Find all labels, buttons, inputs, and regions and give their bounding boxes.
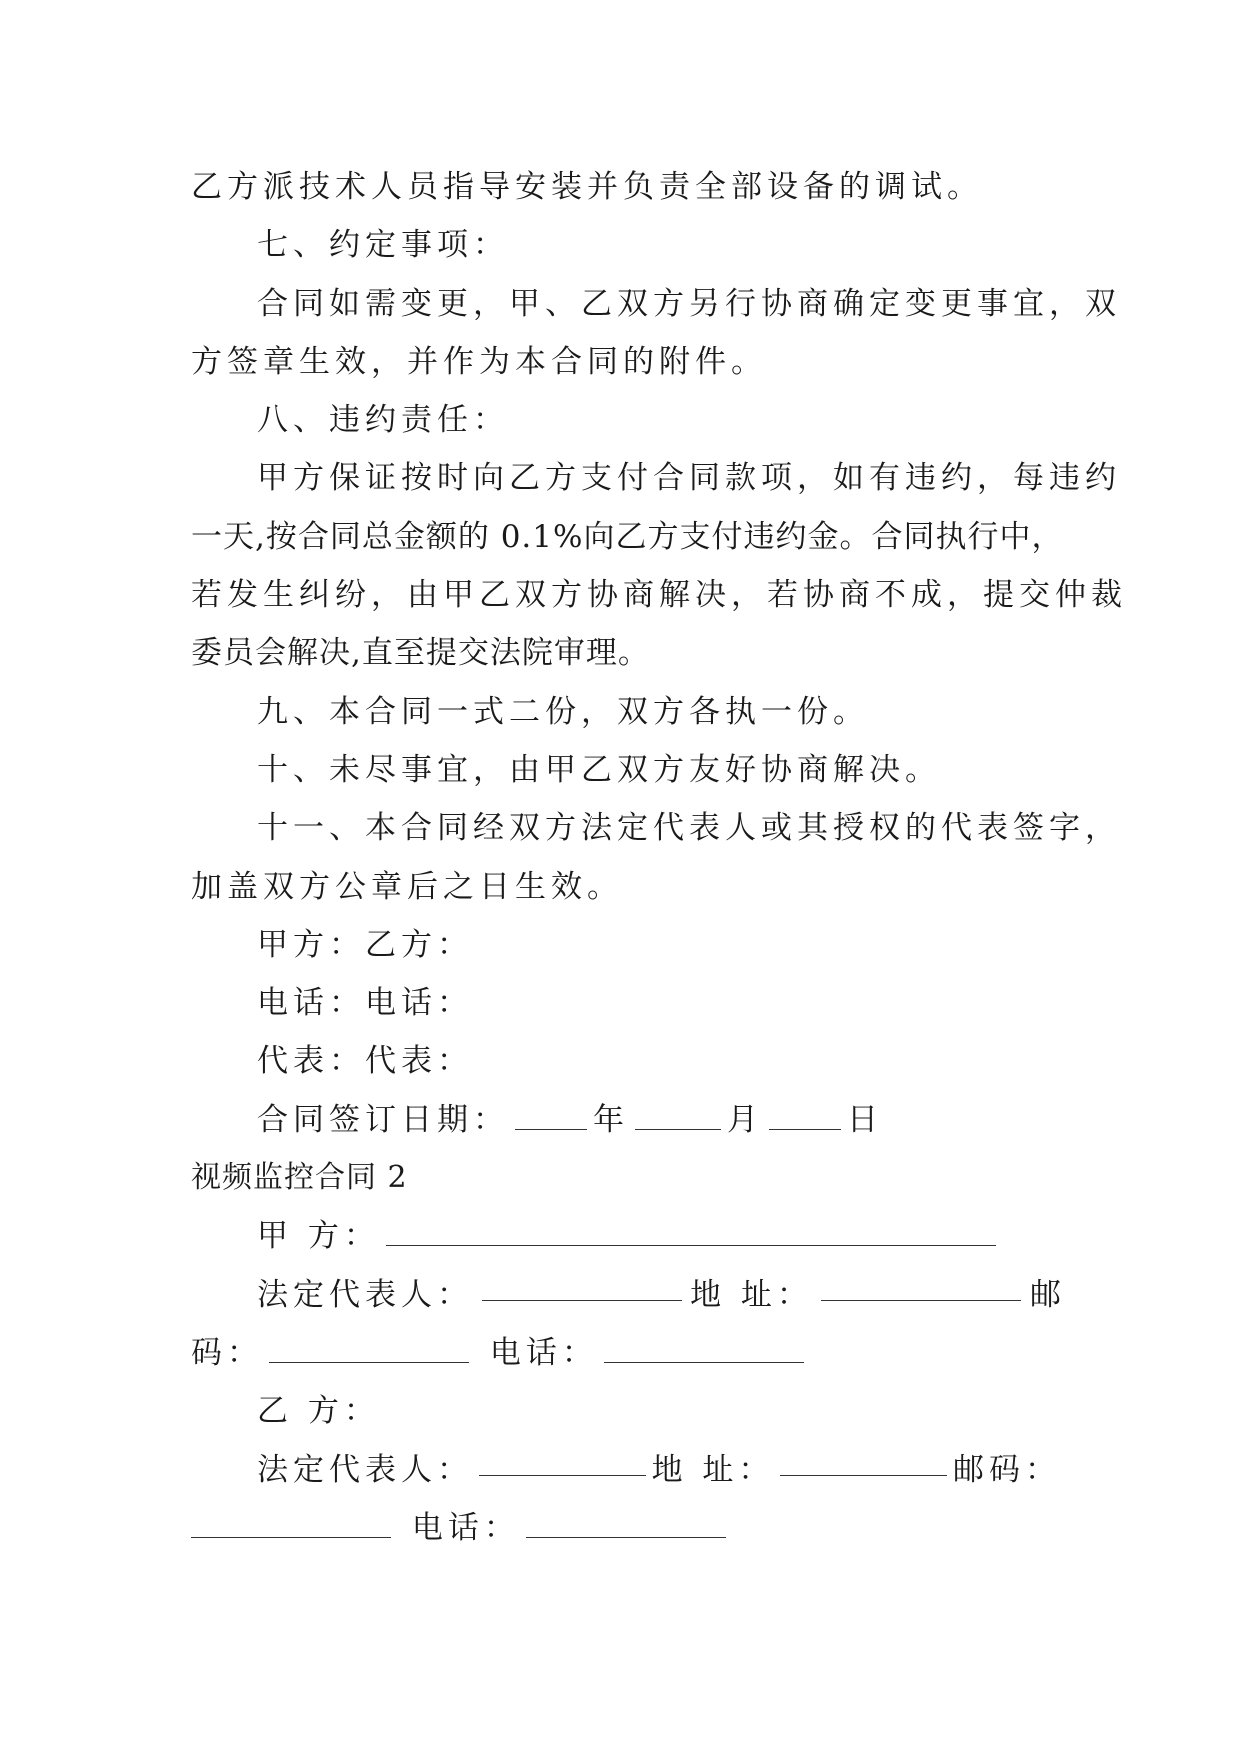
signature-representatives: 代表：代表： (257, 1043, 473, 1080)
day-blank[interactable] (769, 1095, 841, 1130)
contract2-title: 视频监控合同 2 (191, 1160, 408, 1196)
address-blank[interactable] (821, 1266, 1021, 1301)
legal-rep-blank[interactable] (482, 1266, 682, 1301)
text-line: 加盖双方公章后之日生效。 (191, 868, 623, 905)
text-line: 若发生纠纷，由甲乙双方协商解决，若协商不成，提交仲裁 (191, 577, 1127, 614)
postcode-label-b: 邮码： (952, 1451, 1061, 1488)
text-line: 委员会解决,直至提交法院审理。 (191, 635, 650, 672)
section-heading: 八、违约责任： (257, 402, 509, 439)
postcode-label-part2: 码： (191, 1334, 263, 1371)
text-line: 乙方派技术人员指导安装并负责全部设备的调试。 (191, 169, 983, 205)
address-label-b: 地 址： (651, 1451, 775, 1488)
year-blank[interactable] (515, 1095, 587, 1130)
postcode-blank-b[interactable] (191, 1503, 391, 1538)
legal-rep-label-b: 法定代表人： (257, 1451, 473, 1488)
signature-phones: 电话：电话： (257, 985, 473, 1022)
text-line: 一天,按合同总金额的 0.1%向乙方支付违约金。合同执行中， (191, 518, 1064, 555)
party-a-label: 甲 方： (257, 1218, 380, 1255)
sign-date-line (191, 1091, 1061, 1149)
phone-label-b: 电话： (411, 1509, 520, 1546)
legal-rep-label: 法定代表人： (257, 1276, 473, 1313)
phone-blank[interactable] (604, 1328, 804, 1363)
party-b-label: 乙 方： (257, 1393, 380, 1430)
text-line: 合同如需变更，甲、乙双方另行协商确定变更事宜，双 (257, 285, 1121, 322)
party-b-rep-line (191, 1441, 1061, 1499)
day-label: 日 (847, 1101, 883, 1138)
party-b-line (191, 1382, 1061, 1440)
document-page (191, 158, 1127, 1557)
text-line: 方签章生效，并作为本合同的附件。 (191, 343, 767, 380)
text-line: 九、本合同一式二份，双方各执一份。 (257, 693, 869, 730)
section-heading: 七、约定事项： (257, 227, 509, 264)
month-label: 月 (727, 1101, 763, 1138)
year-label: 年 (593, 1101, 629, 1138)
party-a-blank[interactable] (386, 1211, 996, 1246)
text-line: 十一、本合同经双方法定代表人或其授权的代表签字， (257, 810, 1121, 847)
legal-rep-blank-b[interactable] (479, 1441, 646, 1476)
sign-date-label: 合同签订日期： (257, 1101, 509, 1138)
party-a-line (191, 1207, 1061, 1265)
text-line: 甲方保证按时向乙方支付合同款项，如有违约，每违约 (257, 460, 1121, 497)
postcode-label-part1: 邮 (1029, 1276, 1061, 1313)
signature-parties: 甲方：乙方： (257, 926, 473, 963)
phone-label: 电话： (489, 1334, 598, 1371)
party-b-phone-line (191, 1499, 1061, 1557)
postcode-blank[interactable] (269, 1328, 469, 1363)
month-blank[interactable] (635, 1095, 721, 1130)
party-a-rep-line (191, 1266, 1061, 1324)
text-line: 十、未尽事宜，由甲乙双方友好协商解决。 (257, 751, 941, 788)
party-a-postcode-line (191, 1324, 1061, 1382)
address-label: 地 址： (690, 1276, 813, 1313)
phone-blank-b[interactable] (526, 1503, 726, 1538)
address-blank-b[interactable] (780, 1441, 947, 1476)
